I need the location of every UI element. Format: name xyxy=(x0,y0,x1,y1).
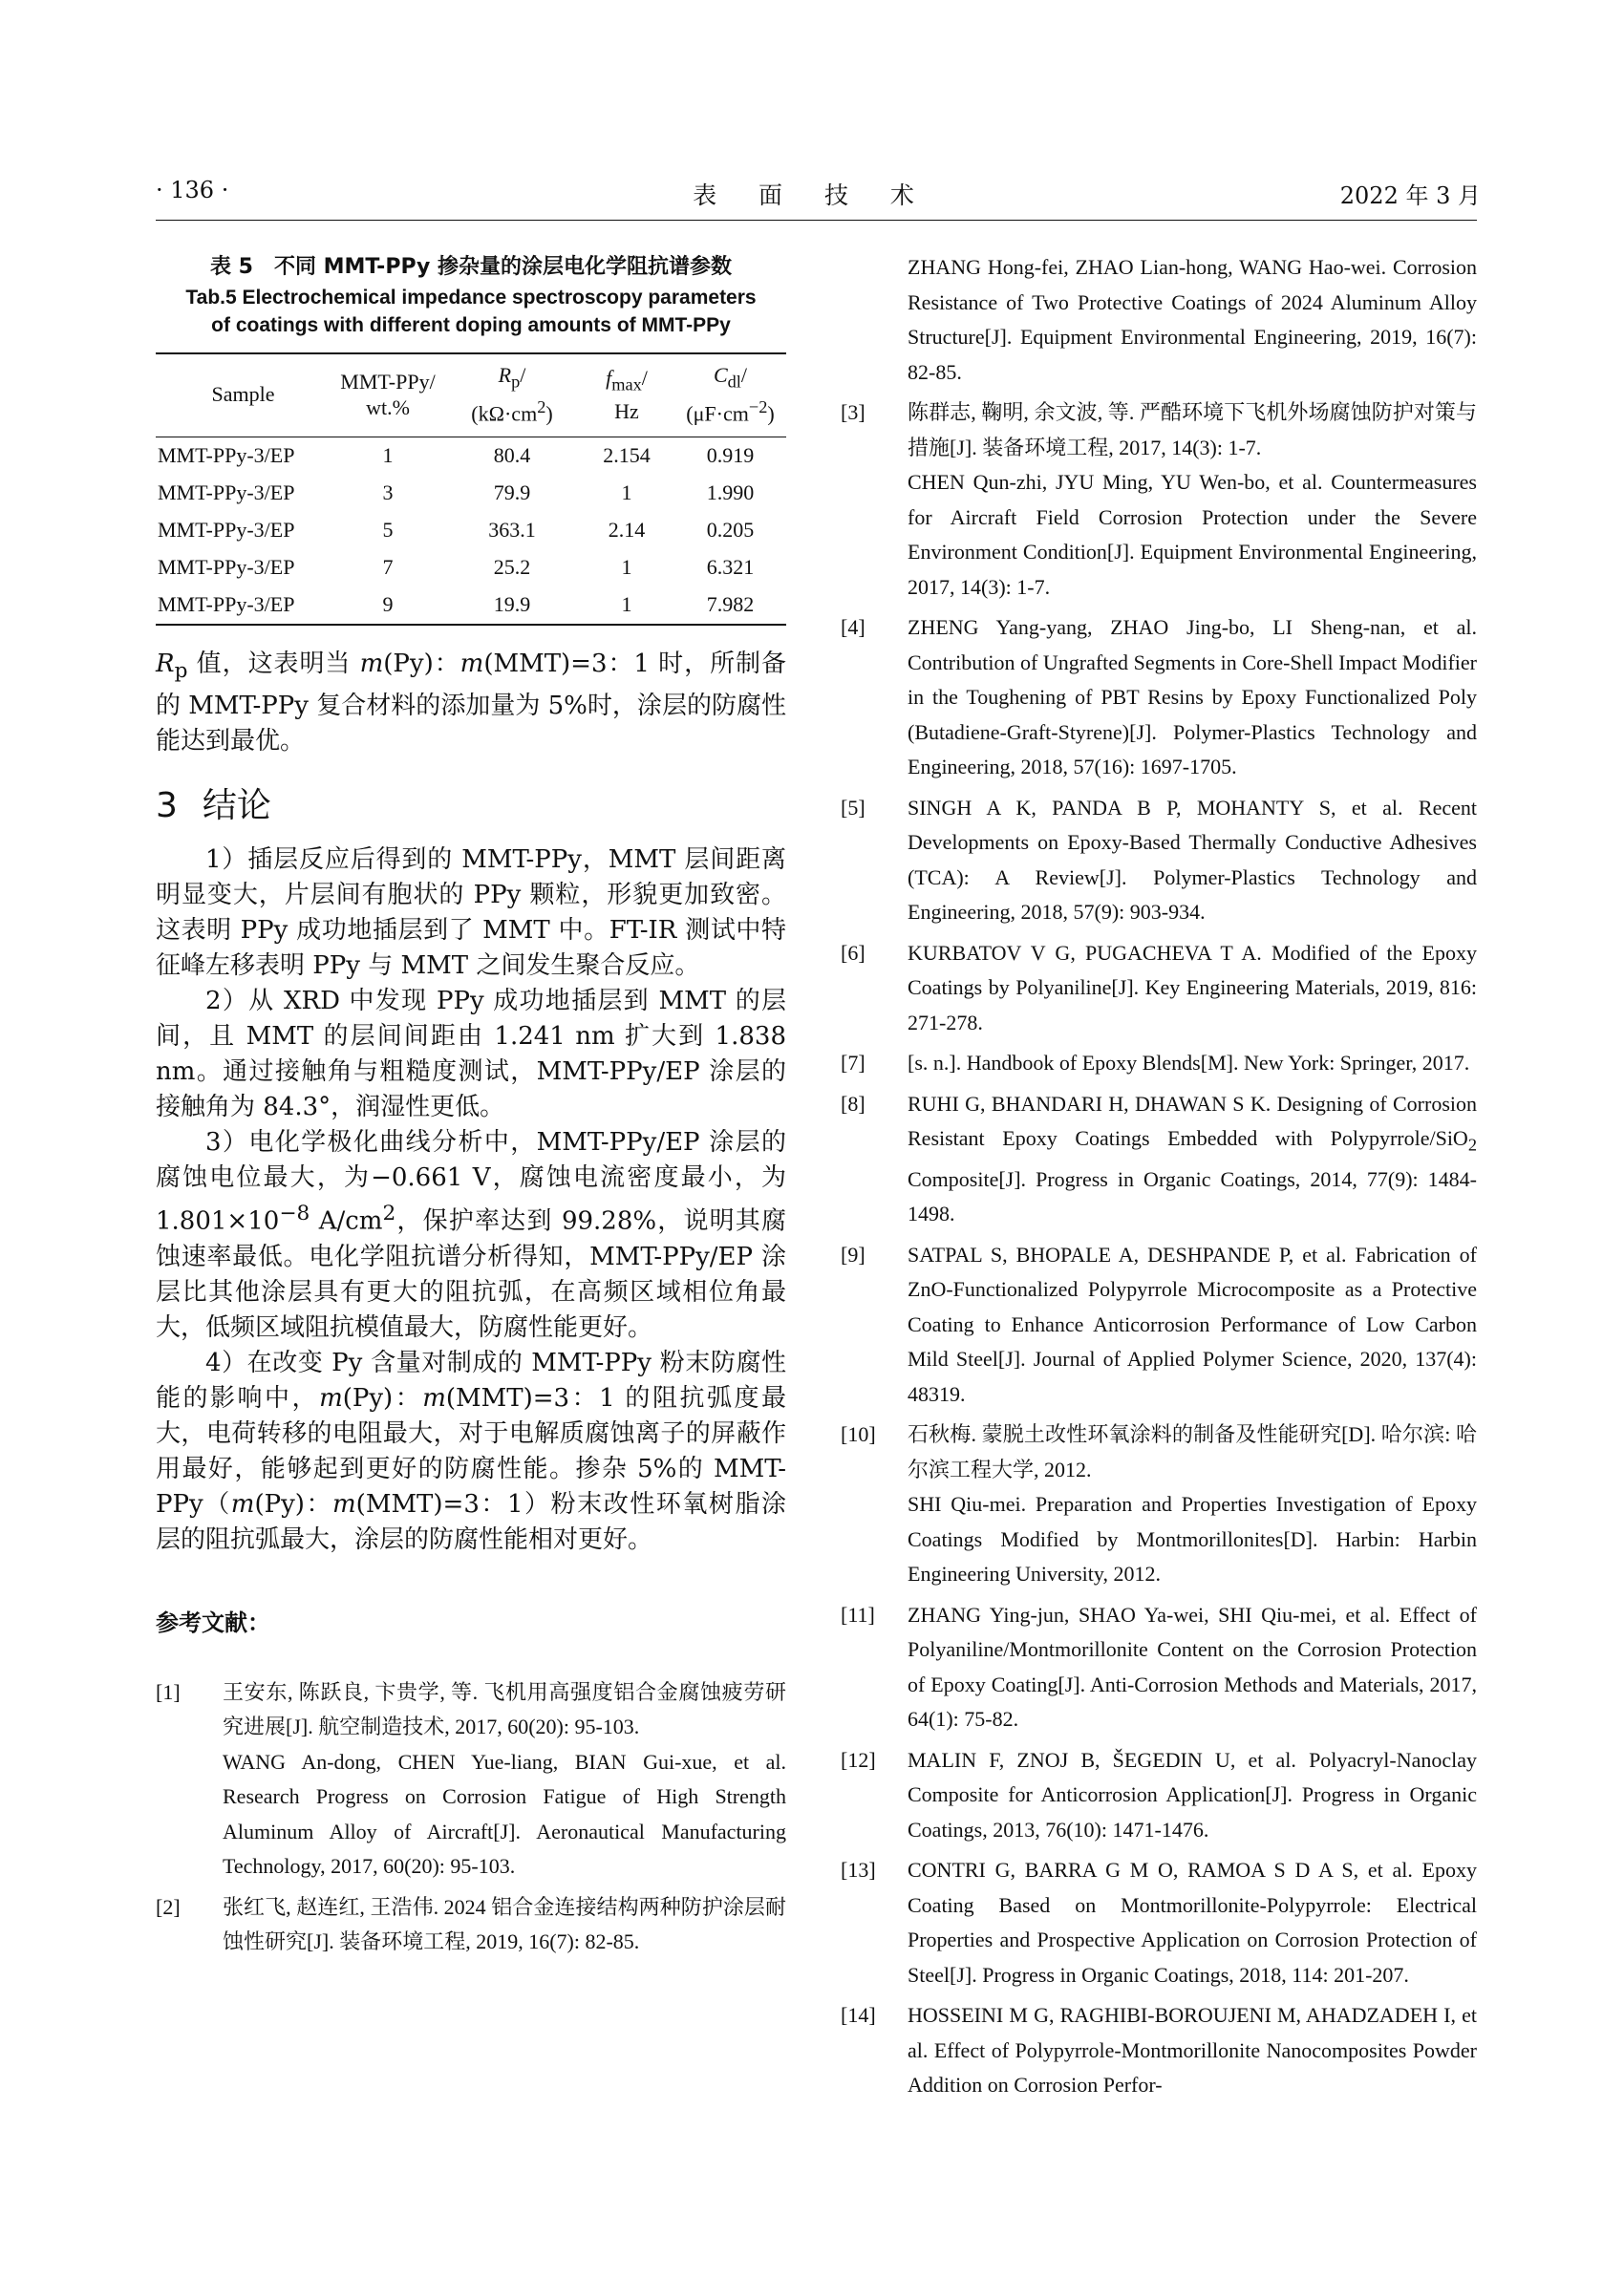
table-row: MMT-PPy-3/EP 5 363.1 2.14 0.205 xyxy=(158,518,755,543)
conclusion-3: 3）电化学极化曲线分析中，MMT-PPy/EP 涂层的腐蚀电位最大，为−0.661 V，腐蚀电流密度最小，为 $1.801\times 10^{-8}$ $A/cm^2$，保护率达到 99.28%，说明其腐蚀速率最低。电化学阻抗谱分析得知，MMT-PPy/EP 涂层比其他涂层具有更大的阻抗弧，在高频区域相位角最大，低频区域阻抗模值最大，防腐性能更好。 xyxy=(156,1127,786,1342)
reference-item: [7] [s. n.]. Handbook of Epoxy Blends[M]. New York: Springer, 2017. xyxy=(841,1051,1470,1075)
col-rp: $R_p/$ $(k\Omega\cdot cm^2)$ xyxy=(445,353,579,437)
reference-continuation: ZHANG Hong-fei, ZHAO Lian-hong, WANG Hao-wei. Corrosion Resistance of Two Protective Coatings of 2024 Aluminum Alloy Structure[J]. Equipment Environmental Engineering, 2019, 16(7): 82-85. xyxy=(908,255,1477,384)
section-heading: 3 结论 xyxy=(156,785,271,825)
reference-item: [11] ZHANG Ying-jun, SHAO Ya-wei, SHI Qiu-mei, et al. Effect of Polyaniline/Montmorillonite Content on the Corrosion Protection of Epoxy Coating[J]. Anti-Corrosion Methods and Materials, 2017, 64(1): 75-82. xyxy=(841,1602,1477,1732)
results-paragraph: $R_p$ 值，这表明当 m(Py)：m(MMT)=3：1 时，所制备的 MMT-PPy 复合材料的添加量为 5%时，涂层的防腐性能达到最优。 xyxy=(156,649,786,756)
col-wt: MMT-PPy/ wt.% xyxy=(331,353,445,437)
impedance-table xyxy=(156,352,786,626)
conclusion-2: 2）从 XRD 中发现 PPy 成功地插层到 MMT 的层间，且 MMT 的层间间距由 1.241 nm 扩大到 1.838 nm。通过接触角与粗糙度测试，MMT-PPy/EP 涂层的接触角为 84.3°，润湿性更低。 xyxy=(156,986,786,1121)
col-cdl: $C_{dl}/$ $(\mu F\cdot cm^{-2})$ xyxy=(674,353,786,437)
col-fmax: $f_{max}/$ Hz xyxy=(579,353,674,437)
table-row: MMT-PPy-3/EP 1 80.4 2.154 0.919 xyxy=(158,443,755,468)
reference-item: [10] 石秋梅. 蒙脱土改性环氧涂料的制备及性能研究[D]. 哈尔滨: 哈尔滨工程大学, 2012. SHI Qiu-mei. Preparation and Properties Investigation of Epoxy Coatings Modified by Montmorillonites[D]. Harbin: Harbin Engineering University, 2012. xyxy=(841,1422,1477,1587)
right-column xyxy=(841,250,1477,2109)
table-row: MMT-PPy-3/EP 3 79.9 1 1.990 xyxy=(158,480,755,505)
reference-item: [6] KURBATOV V G, PUGACHEVA T A. Modified of the Epoxy Coatings by Polyaniline[J]. Key Engineering Materials, 2019, 816: 271-278. xyxy=(841,940,1477,1034)
col-sample: Sample xyxy=(156,353,331,437)
table-caption-en: Tab.5 Electrochemical impedance spectroscopy parameters of coatings with different doping amounts of MMT-PPy xyxy=(185,287,757,336)
reference-item: [12] MALIN F, ZNOJ B, ŠEGEDIN U, et al. Polyacryl-Nanoclay Composite for Anticorrosion Application[J]. Progress in Organic Coatings, 2013, 76(10): 1471-1476. xyxy=(841,1747,1477,1842)
conclusion-4: 4）在改变 Py 含量对制成的 MMT-PPy 粉末防腐性能的影响中，m(Py)：m(MMT)=3：1 的阻抗弧度最大，电荷转移的电阻最大，对于电解质腐蚀离子的屏蔽作用最好，能够起到更好的防腐性能。掺杂 5%的 MMT-PPy（m(Py)：m(MMT)=3：1）粉末改性环氧树脂涂层的阻抗弧最大，涂层的防腐性能相对更好。 xyxy=(156,1348,786,1554)
reference-item: [9] SATPAL S, BHOPALE A, DESHPANDE P, et al. Fabrication of ZnO-Functionalized Polypyrrole Microcomposite as a Protective Coating to Enhance Anticorrosion Performance of Low Carbon Mild Steel[J]. Journal of Applied Polymer Science, 2020, 137(4): 48319. xyxy=(841,1242,1477,1406)
table-header-row xyxy=(156,353,786,437)
header-rule xyxy=(156,220,1477,221)
left-column xyxy=(156,250,786,1966)
table-row: MMT-PPy-3/EP 9 19.9 1 7.982 xyxy=(156,586,786,625)
reference-item: [14] HOSSEINI M G, RAGHIBI-BOROUJENI M, AHADZADEH I, et al. Effect of Polypyrrole-Montmorillonite Nanocomposites Powder Addition on Corrosion Perfor- xyxy=(841,2003,1477,2098)
page-number: · 136 · xyxy=(156,177,229,203)
reference-item: [3] 陈群志, 鞠明, 余文波, 等. 严酷环境下飞机外场腐蚀防护对策与措施[J]. 装备环境工程, 2017, 14(3): 1-7. CHEN Qun-zhi, JYU Ming, YU Wen-bo, et al. Countermeasures for Aircraft Field Corrosion Protection under the Severe Environment Condition[J]. Equipment Environmental Engineering, 2017, 14(3): 1-7. xyxy=(841,400,1477,599)
conclusion-1: 1）插层反应后得到的 MMT-PPy，MMT 层间距离明显变大，片层间有胞状的 PPy 颗粒，形貌更加致密。这表明 PPy 成功地插层到了 MMT 中。FT-IR 测试中特征峰左移表明 PPy 与 MMT 之间发生聚合反应。 xyxy=(156,844,786,980)
reference-item: [5] SINGH A K, PANDA B P, MOHANTY S, et al. Recent Developments on Epoxy-Based Thermally Conductive Adhesives (TCA): A Review[J]. Polymer-Plastics Technology and Engineering, 2018, 57(9): 903-934. xyxy=(841,795,1477,924)
reference-item: [1] 王安东, 陈跃良, 卞贵学, 等. 飞机用高强度铝合金腐蚀疲劳研究进展[J]. 航空制造技术, 2017, 60(20): 95-103. WANG An-dong, CHEN Yue-liang, BIAN Gui-xue, et al. Research Progress on Corrosion Fatigue of High Strength Aluminum Alloy of Aircraft[J]. Aeronautical Manufacturing Technology, 2017, 60(20): 95-103. xyxy=(156,1679,786,1879)
issue-date: 2022 年 3 月 xyxy=(1339,182,1481,209)
reference-item: [4] ZHENG Yang-yang, ZHAO Jing-bo, LI Sheng-nan, et al. Contribution of Ungrafted Segments in Core-Shell Impact Modifier in the Toughening of PBT Resins by Epoxy Functionalized Poly (Butadiene-Graft-Styrene)[J]. Polymer-Plastics Technology and Engineering, 2018, 57(16): 1697-1705. xyxy=(841,615,1477,778)
table-caption-cn: 表 5 不同 MMT-PPy 掺杂量的涂层电化学阻抗谱参数 xyxy=(210,255,732,279)
table-row: MMT-PPy-3/EP 7 25.2 1 6.321 xyxy=(158,555,755,580)
reference-item: [8] RUHI G, BHANDARI H, DHAWAN S K. Designing of Corrosion Resistant Epoxy Coatings Embedded with Polypyrrole/SiO$_2$ Composite[J]. Progress in Organic Coatings, 2014, 77(9): 1484-1498. xyxy=(841,1091,1477,1226)
references-heading: 参考文献： xyxy=(156,1609,270,1636)
reference-item: [2] 张红飞, 赵连红, 王浩伟. 2024 铝合金连接结构两种防护涂层耐蚀性研究[J]. 装备环境工程, 2019, 16(7): 82-85. xyxy=(156,1894,786,1954)
journal-title: 表 面 技 术 xyxy=(693,181,931,209)
reference-item: [13] CONTRI G, BARRA G M O, RAMOA S D A S, et al. Epoxy Coating Based on Montmorillonite-Polypyrrole: Electrical Properties and Prospective Application on Corrosion Protection of Steel[J]. Progress in Organic Coatings, 2018, 114: 201-207. xyxy=(841,1858,1477,1987)
